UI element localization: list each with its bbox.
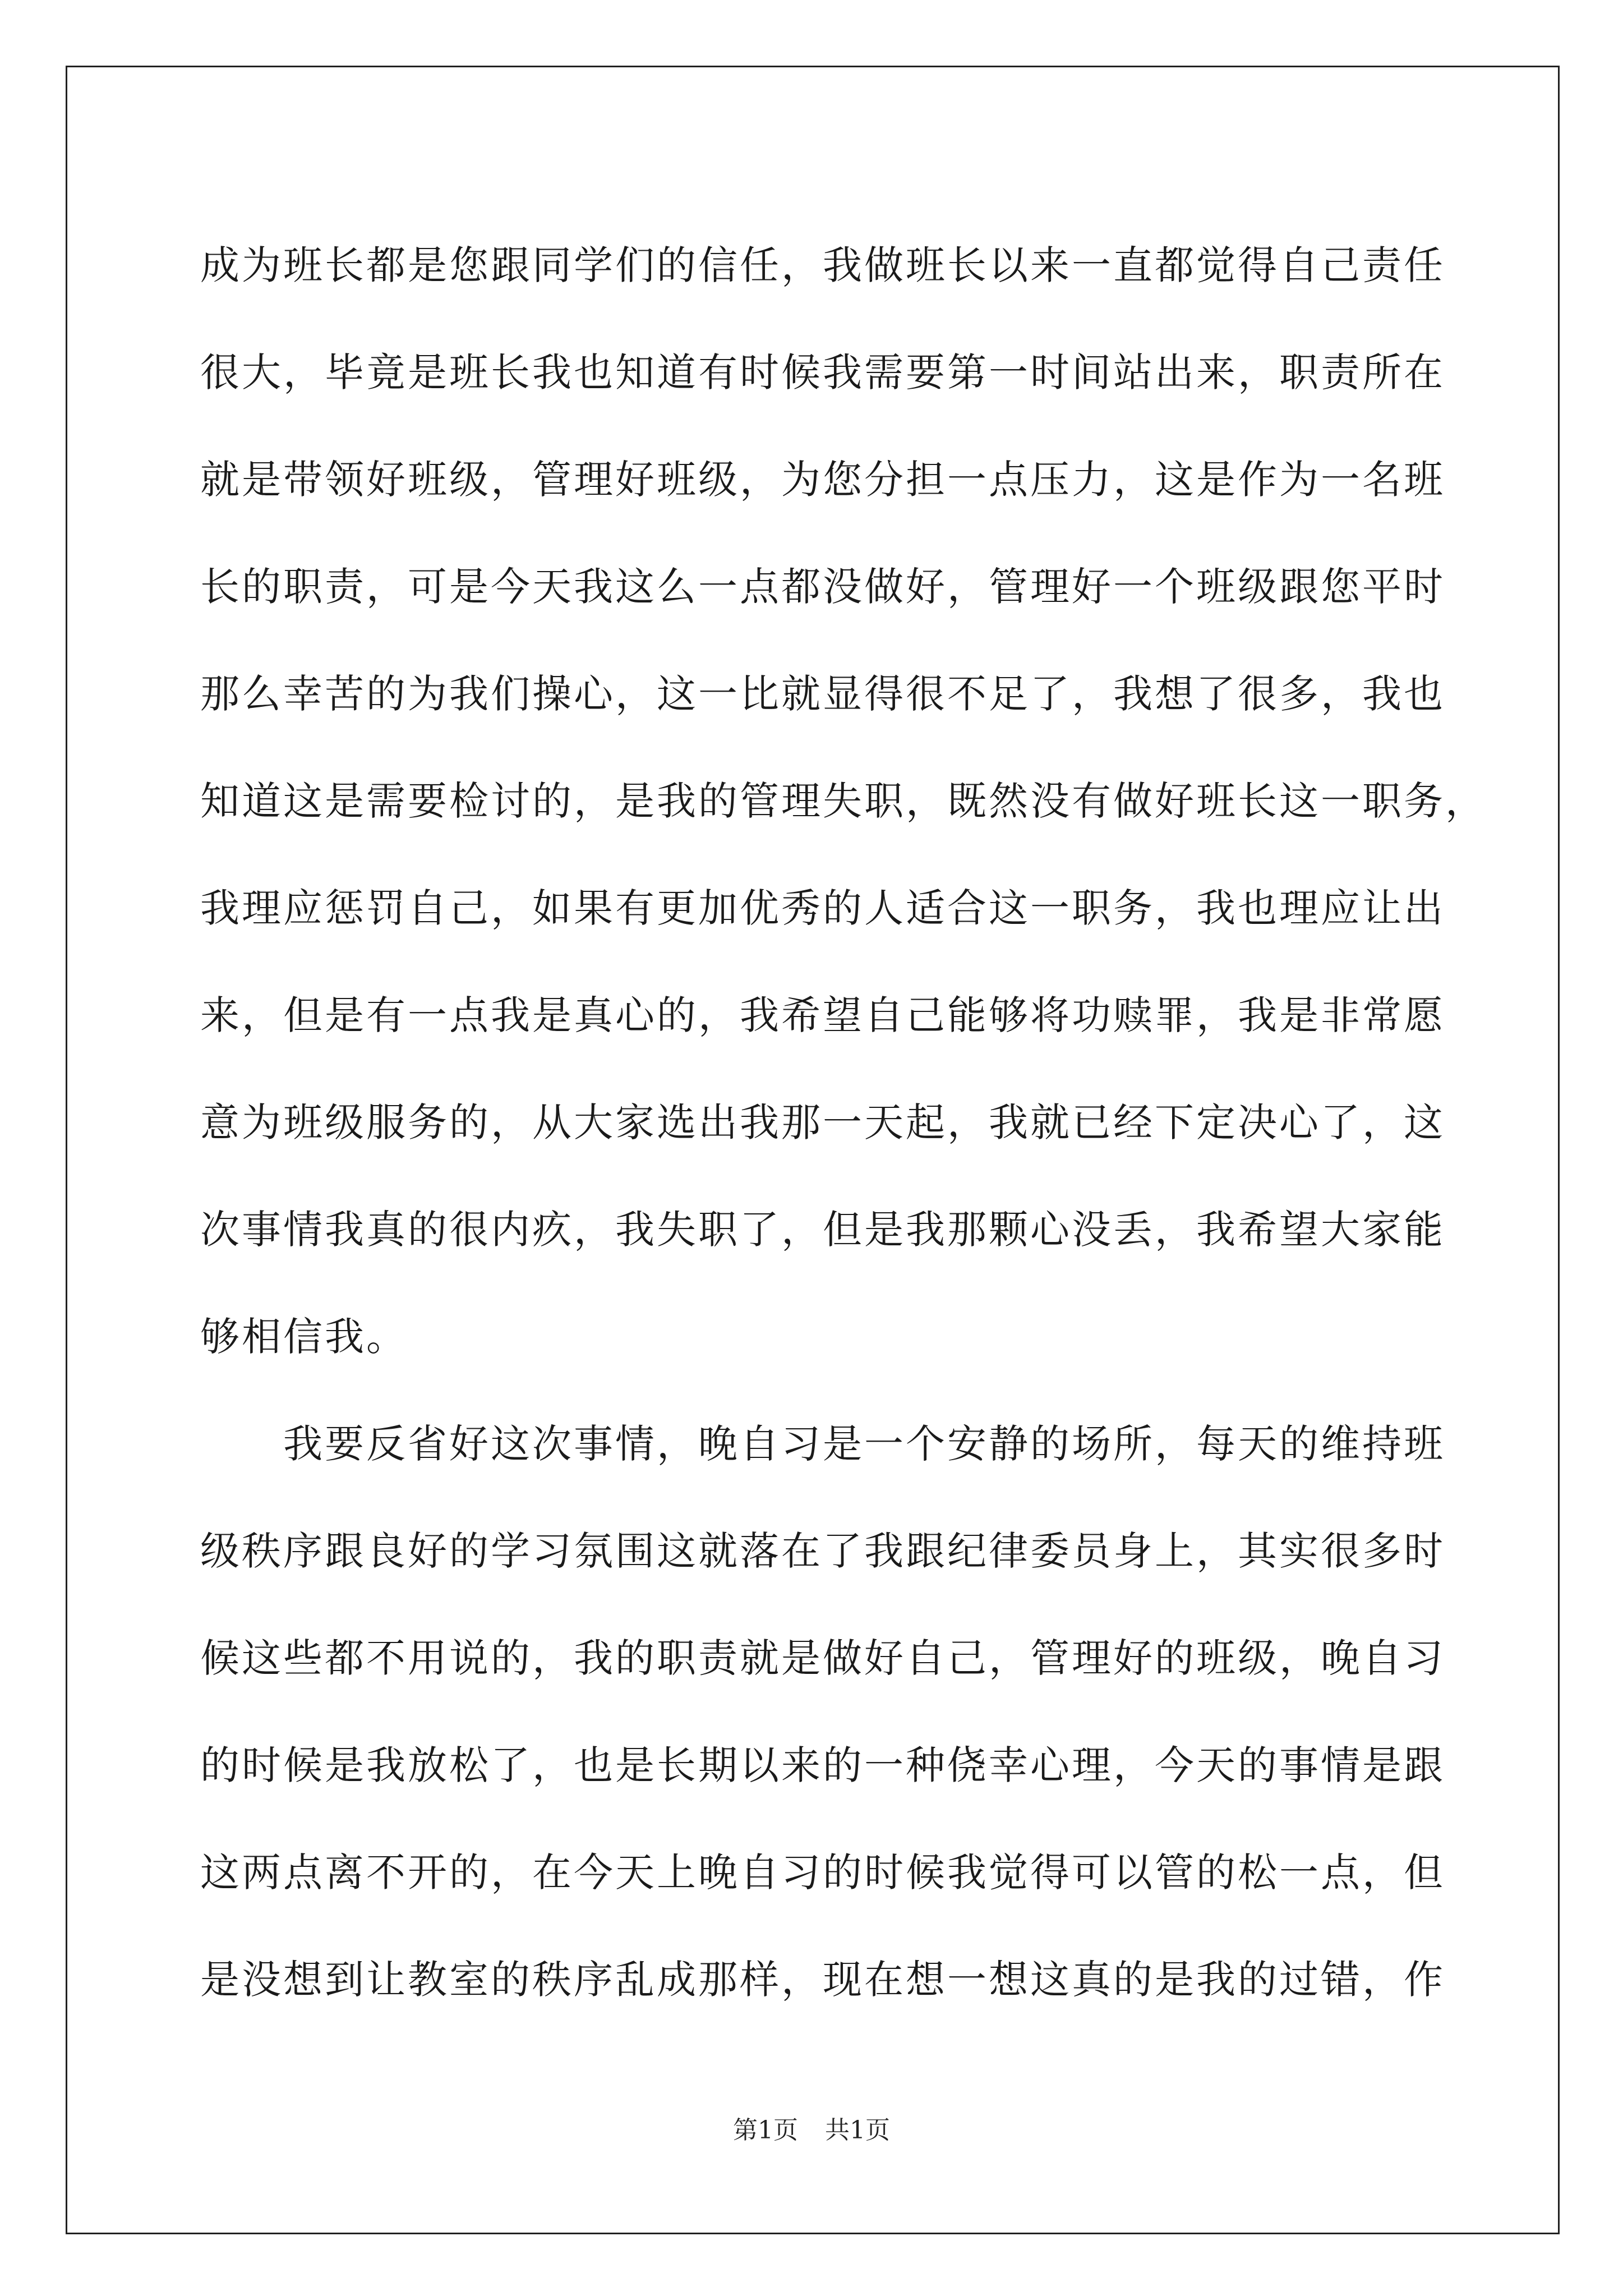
text-line: 是没想到让教室的秩序乱成那样，现在想一想这真的是我的过错，作 <box>200 1957 1445 2003</box>
text-line: 长的职责，可是今天我这么一点都没做好，管理好一个班级跟您平时 <box>200 564 1445 610</box>
page-footer <box>0 2114 1623 2147</box>
text-line: 我要反省好这次事情，晚自习是一个安静的场所，每天的维持班 <box>200 1421 1445 1467</box>
page-number-total: 共1页 <box>825 2116 890 2145</box>
text-line: 那么幸苦的为我们操心，这一比就显得很不足了，我想了很多，我也 <box>200 671 1445 717</box>
text-line: 成为班长都是您跟同学们的信任，我做班长以来一直都觉得自己责任 <box>200 242 1445 288</box>
text-line: 知道这是需要检讨的，是我的管理失职，既然没有做好班长这一职务， <box>200 778 1487 824</box>
document-body <box>200 212 1487 2033</box>
text-line: 意为班级服务的，从大家选出我那一天起，我就已经下定决心了，这 <box>200 1099 1445 1145</box>
page-number-current: 第1页 <box>733 2116 798 2145</box>
text-line: 够相信我。 <box>200 1314 408 1360</box>
text-line: 我理应惩罚自己，如果有更加优秀的人适合这一职务，我也理应让出 <box>200 885 1445 931</box>
text-line: 来，但是有一点我是真心的，我希望自己能够将功赎罪，我是非常愿 <box>200 992 1445 1038</box>
text-line: 很大，毕竟是班长我也知道有时候我需要第一时间站出来，职责所在 <box>200 349 1445 395</box>
text-line: 的时候是我放松了，也是长期以来的一种侥幸心理，今天的事情是跟 <box>200 1742 1445 1788</box>
text-line: 这两点离不开的，在今天上晚自习的时候我觉得可以管的松一点，但 <box>200 1849 1445 1895</box>
text-line: 就是带领好班级，管理好班级，为您分担一点压力，这是作为一名班 <box>200 457 1445 503</box>
text-line: 次事情我真的很内疚，我失职了，但是我那颗心没丢，我希望大家能 <box>200 1207 1445 1253</box>
text-line: 候这些都不用说的，我的职责就是做好自己，管理好的班级，晚自习 <box>200 1635 1445 1681</box>
text-line: 级秩序跟良好的学习氛围这就落在了我跟纪律委员身上，其实很多时 <box>200 1528 1445 1574</box>
